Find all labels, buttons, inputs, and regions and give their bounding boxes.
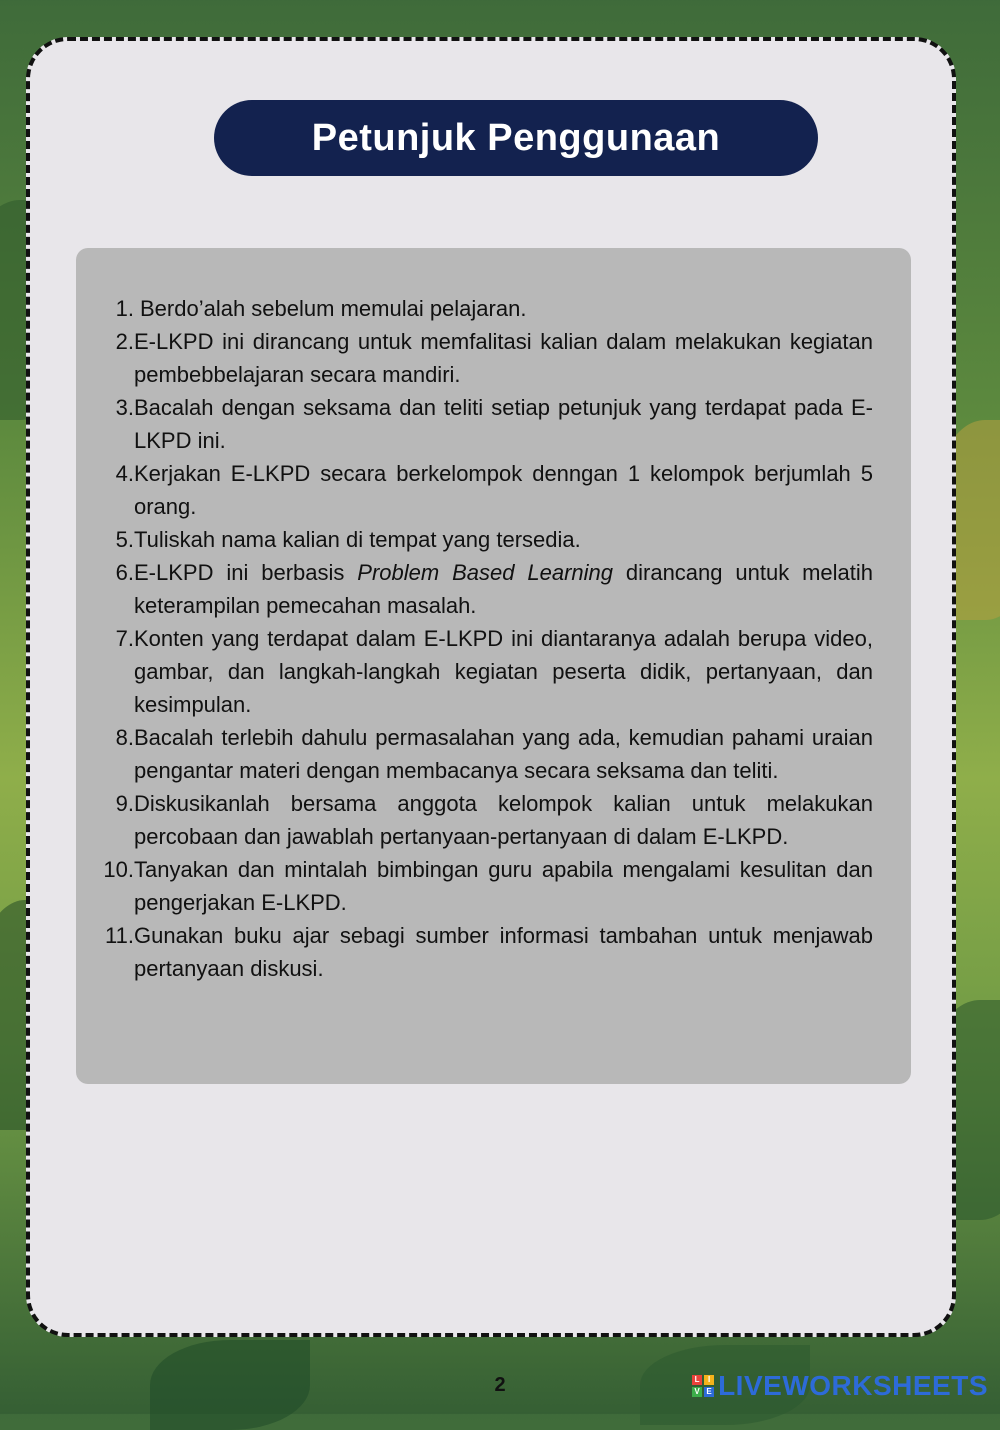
item-number: 1. <box>115 296 134 321</box>
item-number: 11. <box>105 923 134 948</box>
item-text: Kerjakan E-LKPD secara berkelompok denngan 1 kelompok berjumlah 5 orang. <box>134 461 873 519</box>
item-number: 8. <box>115 725 134 750</box>
item-number: 7. <box>115 626 134 651</box>
item-text: Berdo’alah sebelum memulai pelajaran. <box>140 296 527 321</box>
list-item <box>76 721 873 787</box>
list-item <box>76 457 873 523</box>
item-text: Bacalah terlebih dahulu permasalahan yang ada, kemudian pahami uraian pengantar materi dengan membacanya secara seksama dan teliti. <box>134 725 873 783</box>
item-text: Konten yang terdapat dalam E-LKPD ini diantaranya adalah berupa video, gambar, dan langkah-langkah kegiatan peserta didik, pertanyaan, dan kesimpulan. <box>134 626 873 717</box>
liveworksheets-logo-icon: L I V E <box>692 1375 714 1397</box>
item-text: Gunakan buku ajar sebagi sumber informasi tambahan untuk menjawab pertanyaan diskusi. <box>134 923 873 981</box>
item-number: 4. <box>115 461 134 486</box>
item-text-italic: Problem Based Learning <box>357 560 613 585</box>
item-text: Diskusikanlah bersama anggota kelompok kalian untuk melakukan percobaan dan jawablah pertanyaan-pertanyaan di dalam E-LKPD. <box>134 791 873 849</box>
page-title: Petunjuk Penggunaan <box>311 116 721 159</box>
liveworksheets-watermark <box>692 1370 988 1402</box>
instructions-list <box>76 292 873 985</box>
watermark-text: LIVEWORKSHEETS <box>718 1370 988 1401</box>
item-number: 6. <box>115 560 134 585</box>
list-item <box>76 787 873 853</box>
item-number: 5. <box>115 527 134 552</box>
item-text: Tanyakan dan mintalah bimbingan guru apabila mengalami kesulitan dan pengerjakan E-LKPD. <box>134 857 873 915</box>
item-text: E-LKPD ini dirancang untuk memfalitasi kalian dalam melakukan kegiatan pembebbelajaran secara mandiri. <box>134 329 873 387</box>
list-item <box>76 622 873 721</box>
list-item <box>76 325 873 391</box>
item-number: 10. <box>103 857 134 882</box>
item-text: Tuliskah nama kalian di tempat yang tersedia. <box>134 527 581 552</box>
page-number: 2 <box>494 1374 506 1396</box>
item-number: 2. <box>115 329 134 354</box>
item-text <box>134 556 873 622</box>
list-item <box>76 919 873 985</box>
list-item <box>76 556 873 622</box>
list-item <box>76 853 873 919</box>
item-number: 3. <box>115 395 134 420</box>
item-text: Bacalah dengan seksama dan teliti setiap petunjuk yang terdapat pada E-LKPD ini. <box>134 395 873 453</box>
title-banner <box>214 100 818 176</box>
list-item <box>76 523 873 556</box>
item-text-before: E-LKPD ini berbasis <box>134 560 358 585</box>
item-number: 9. <box>115 791 134 816</box>
instructions-panel <box>76 248 911 1084</box>
list-item <box>76 391 873 457</box>
item-text-after: dirancang untuk melatih keterampilan pemecahan masalah. <box>134 560 874 618</box>
list-item <box>76 292 873 325</box>
